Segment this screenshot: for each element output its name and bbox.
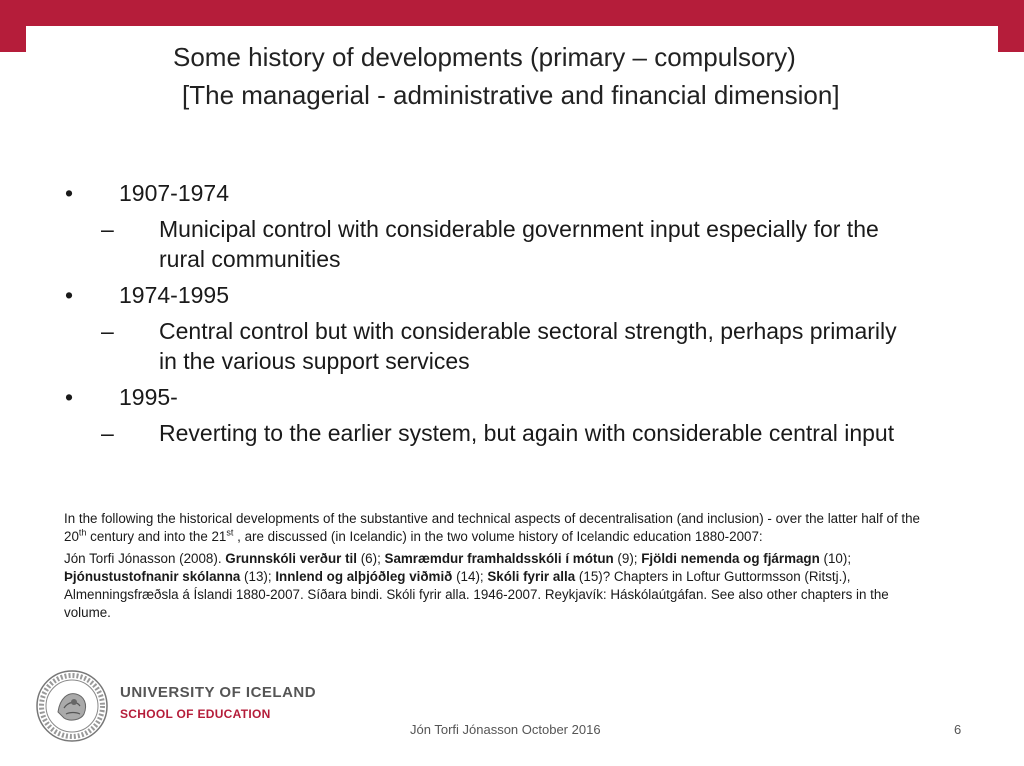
top-accent-bar <box>0 0 1024 26</box>
bullet-item <box>58 382 958 412</box>
intro-paragraph <box>64 510 924 546</box>
bullet-item <box>58 178 958 208</box>
university-logo <box>34 668 317 748</box>
bullet-list <box>58 178 958 454</box>
bullet-item <box>58 280 958 310</box>
ref-chapter-number: (10); <box>819 551 852 566</box>
page-number: 6 <box>954 722 962 737</box>
ref-chapter-title: Þjónustustofnanir skólanna <box>64 569 241 584</box>
sub-bullet-text: Municipal control with considerable government input especially for the rural communities <box>159 216 879 272</box>
sub-bullet-item <box>58 316 899 376</box>
sub-bullet-text: Reverting to the earlier system, but again with considerable central input <box>159 420 895 446</box>
bullet-marker: • <box>65 282 74 308</box>
dash-marker: – <box>101 318 114 344</box>
bullet-marker: • <box>65 180 74 206</box>
dash-marker: – <box>101 216 114 242</box>
reference-paragraph <box>64 550 924 622</box>
ref-chapter-number: (14); <box>452 569 488 584</box>
university-seal-icon <box>34 668 110 744</box>
ref-chapter-number: (9); <box>613 551 642 566</box>
sub-bullet-item <box>58 418 899 448</box>
school-name: SCHOOL OF EDUCATION <box>120 707 271 721</box>
ref-chapter-title: Samræmdur framhaldsskóli í mótun <box>384 551 614 566</box>
bullet-label: 1907-1974 <box>119 180 229 206</box>
ordinal-th: th <box>78 527 87 538</box>
ref-chapter-title: Innlend og alþjóðleg viðmið <box>275 569 453 584</box>
ref-chapter-number: (6); <box>356 551 385 566</box>
body-text <box>64 510 924 626</box>
footer-author-date: Jón Torfi Jónasson October 2016 <box>410 722 601 737</box>
bullet-marker: • <box>65 384 74 410</box>
sub-bullet-text: Central control but with considerable sectoral strength, perhaps primarily in the various support services <box>159 318 897 374</box>
intro-text-a: In the following the historical developments of the substantive and technical aspects of decentralisation (and inclusion) - over the latter half of the 20 <box>64 511 921 544</box>
university-name: UNIVERSITY OF ICELAND <box>120 684 317 701</box>
ref-author: Jón Torfi Jónasson (2008). <box>64 551 226 566</box>
bullet-label: 1974-1995 <box>119 282 229 308</box>
dash-marker: – <box>101 420 114 446</box>
ref-chapter-title: Fjöldi nemenda og fjármagn <box>641 551 820 566</box>
ordinal-st: st <box>226 527 234 538</box>
sub-bullet-item <box>58 214 899 274</box>
left-accent-tab <box>0 26 26 52</box>
title-line-2: [The managerial - administrative and financial dimension] <box>182 80 840 110</box>
intro-text-c: , are discussed (in Icelandic) in the two volume history of Icelandic education 1880-2007: <box>233 529 763 544</box>
ref-chapter-title: Grunnskóli verður til <box>225 551 357 566</box>
ref-chapter-title: Skóli fyrir alla <box>487 569 576 584</box>
slide-title <box>120 38 940 114</box>
right-accent-tab <box>998 26 1024 52</box>
ref-chapter-number: (13); <box>240 569 276 584</box>
bullet-label: 1995- <box>119 384 178 410</box>
title-line-1: Some history of developments (primary – compulsory) <box>173 42 796 72</box>
intro-text-b: century and into the 21 <box>86 529 227 544</box>
ref-tail: (15)? Chapters in Loftur Guttormsson (Ritstj.), Almenningsfræðsla á Íslandi 1880-2007. Síðara bindi. Skóli fyrir alla. 1946-2007. Reykjavík: Háskólaútgáfan. See also other chapters in the volume. <box>64 569 889 620</box>
